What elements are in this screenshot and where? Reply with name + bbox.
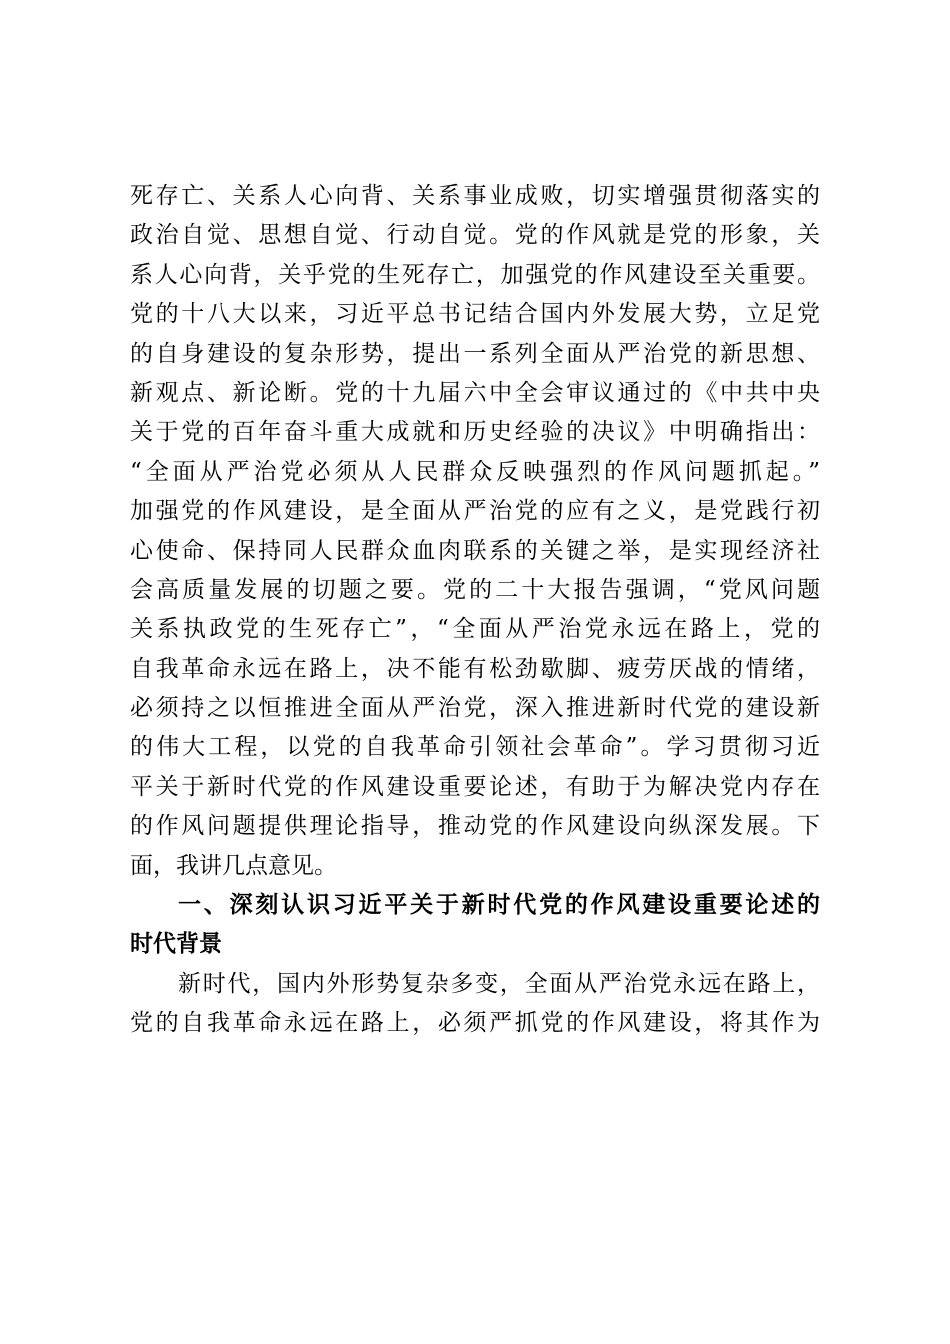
text-line: 平关于新时代党的作风建设重要论述，有助于为解决党内存在 xyxy=(130,773,820,800)
text-line: 必须持之以恒推进全面从严治党，深入推进新时代党的建设新 xyxy=(130,695,820,722)
section-heading-continued: 时代背景 xyxy=(130,931,222,958)
text-line: 面，我讲几点意见。 xyxy=(130,852,337,879)
text-line: 的作风问题提供理论指导，推动党的作风建设向纵深发展。下 xyxy=(130,813,820,840)
text-line: 加强党的作风建设，是全面从严治党的应有之义，是党践行初 xyxy=(130,498,820,525)
text-line: 关系执政党的生死存亡”，“全面从严治党永远在路上，党的 xyxy=(130,616,820,643)
text-line: “全面从严治党必须从人民群众反映强烈的作风问题抓起。” xyxy=(130,458,820,485)
text-line: 心使命、保持同人民群众血肉联系的关键之举，是实现经济社 xyxy=(130,537,820,564)
text-line: 的伟大工程，以党的自我革命引领社会革命”。学习贯彻习近 xyxy=(130,734,820,761)
text-line: 党的自我革命永远在路上，必须严抓党的作风建设，将其作为 xyxy=(130,1010,820,1037)
section-heading: 一、深刻认识习近平关于新时代党的作风建设重要论述的 xyxy=(178,892,820,919)
text-line: 自我革命永远在路上，决不能有松劲歇脚、疲劳厌战的情绪， xyxy=(130,655,820,682)
text-line: 关于党的百年奋斗重大成就和历史经验的决议》中明确指出： xyxy=(130,419,820,446)
text-line: 会高质量发展的切题之要。党的二十大报告强调，“党风问题 xyxy=(130,576,820,603)
text-line: 的自身建设的复杂形势，提出一系列全面从严治党的新思想、 xyxy=(130,340,820,367)
text-line: 系人心向背，关乎党的生死存亡，加强党的作风建设至关重要。 xyxy=(130,261,820,288)
body-text xyxy=(130,177,820,1044)
text-line: 新时代，国内外形势复杂多变，全面从严治党永远在路上， xyxy=(178,970,820,997)
text-line: 死存亡、关系人心向背、关系事业成败，切实增强贯彻落实的 xyxy=(130,183,820,209)
text-line: 新观点、新论断。党的十九届六中全会审议通过的《中共中央 xyxy=(130,379,820,406)
text-line: 政治自觉、思想自觉、行动自觉。党的作风就是党的形象，关 xyxy=(130,222,820,249)
text-line: 党的十八大以来，习近平总书记结合国内外发展大势，立足党 xyxy=(130,301,820,328)
